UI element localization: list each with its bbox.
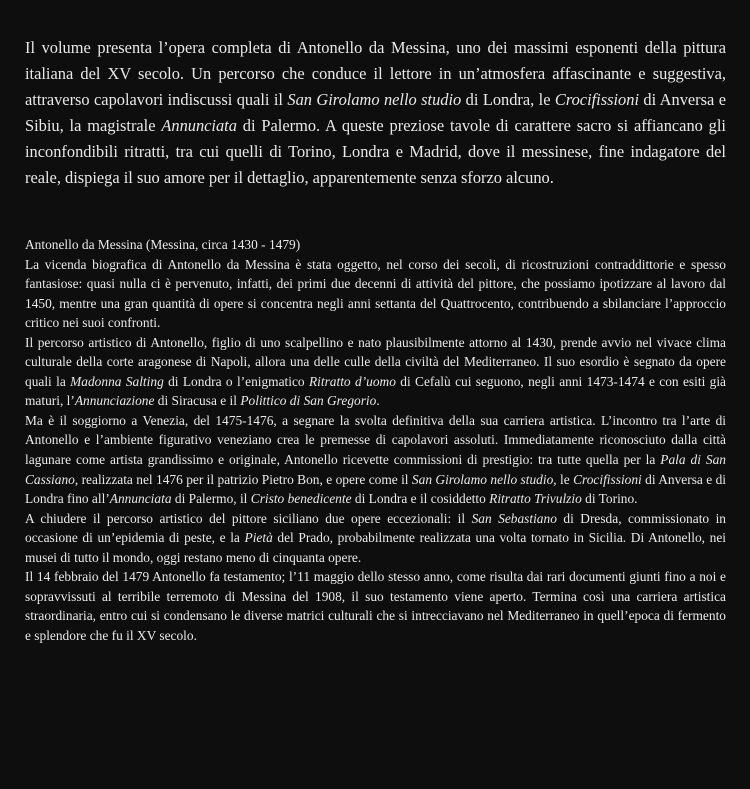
artwork-title: San Sebastiano — [471, 510, 557, 526]
bio-text: , le — [553, 471, 574, 487]
intro-paragraph — [25, 35, 726, 191]
artwork-title: Ritratto d’uomo — [308, 373, 396, 389]
bio-text: del Prado, probabilmente realizzata una volta tornato in Sicilia. Di Antonello, nei musei di tutto il mondo, oggi restano meno di cinquanta opere. — [25, 530, 726, 565]
artwork-title: San Girolamo nello studio — [411, 471, 554, 487]
bio-text: . — [376, 393, 380, 409]
artwork-title: Annunciata — [161, 116, 237, 135]
artwork-title: Annunciazione — [74, 393, 155, 409]
artwork-title: Annunciata — [109, 491, 172, 507]
bio-text: di Palermo, il — [171, 491, 251, 507]
artwork-title: Ritratto Trivulzio — [489, 491, 582, 507]
bio-text: di Dresda, commissionato in occasione di un’epidemia di peste, e la — [25, 510, 726, 546]
bio-text: di Londra e il cosiddetto — [351, 491, 490, 507]
artwork-title: Cristo benedicente — [250, 491, 352, 507]
bio-text: , realizzata nel 1476 per il patrizio Pietro Bon, e opere come il — [74, 471, 412, 487]
bio-text: Ma è il soggiorno a Venezia, del 1475-1476, a segnare la svolta definitiva della sua carriera artistica. L’incontro tra l’arte di Antonello e l’ambiente figurativo veneziano crea le premesse di capolavori assoluti. Immediatamente riconosciuto dalla città lagunare come artista grandissimo e originale, Antonello ricevette commissioni di prestigio: tra tutte quella per la — [25, 412, 726, 468]
artwork-title: Crocifissioni — [573, 471, 642, 487]
artwork-title: Pietà — [244, 530, 273, 546]
artwork-title: Pala di San Cassiano — [25, 452, 726, 487]
bio-text: di Cefalù cui seguono, negli anni 1473-1474 e con esiti già maturi, l’ — [25, 373, 726, 409]
bio-text: di Siracusa e il — [154, 393, 241, 409]
biography-paragraph — [25, 411, 726, 509]
biography-paragraph: Il 14 febbraio del 1479 Antonello fa testamento; l’11 maggio dello stesso anno, come risulta dai rari documenti giunti fino a noi e sopravvissuti al terribile terremoto di Messina del 1908, il suo testamento viene aperto. Termina così una carriera artistica straordinaria, entro cui si condensano le diverse matrici culturali che si intrecciavano nel Mediterraneo in quell’epoca di fermento e splendore che fu il XV secolo. — [25, 569, 726, 643]
intro-text: di Palermo. A queste preziose tavole di carattere sacro si affiancano gli inconfondibili ritratti, tra cui quelli di Torino, Londra e Madrid, dove il messinese, fine indagatore del reale, dispiega il suo amore per il dettaglio, apparentemente senza sforzo alcuno. — [25, 116, 726, 187]
bio-text: Il percorso artistico di Antonello, figlio di uno scalpellino e nato plausibilmente attorno al 1430, prende avvio nel vivace clima culturale della corte aragonese di Napoli, allora una delle culle della civiltà del Mediterraneo. Il suo esordio è segnato da opere quali la — [25, 334, 726, 389]
biography-title: Antonello da Messina (Messina, circa 1430 - 1479) — [25, 237, 301, 252]
artwork-title: Crocifissioni — [554, 90, 639, 109]
biography-section — [25, 235, 726, 645]
intro-text: di Anversa e Sibiu, la magistrale — [25, 90, 726, 135]
biography-paragraph — [25, 509, 726, 568]
bio-text: di Torino. — [581, 491, 638, 507]
artwork-title: San Girolamo nello studio — [287, 90, 462, 109]
intro-text: Il volume presenta l’opera completa di Antonello da Messina, uno dei massimi esponenti della pittura italiana del XV secolo. Un percorso che conduce il lettore in un’atmosfera affascinante e suggestiva, attraverso capolavori indiscussi quali il — [25, 38, 726, 109]
biography-paragraph — [25, 333, 726, 411]
artwork-title: Madonna Salting — [70, 373, 164, 389]
intro-text: di Londra, le — [461, 90, 555, 109]
bio-text: di Anversa e di Londra fino all’ — [25, 471, 726, 507]
bio-text: A chiudere il percorso artistico del pittore siciliano due opere eccezionali: il — [25, 510, 472, 526]
bio-text: di Londra o l’enigmatico — [163, 373, 309, 389]
biography-paragraph: La vicenda biografica di Antonello da Messina è stata oggetto, nel corso dei secoli, di ricostruzioni contraddittorie e spesso fantasiose: quasi nulla ci è pervenuto, infatti, dei primi due decenni di attività del pittore, che possiamo ipotizzare al lavoro dal 1450, mentre una gran quantità di opere si concentra negli anni settanta del Quattrocento, contribuendo a sbilanciare l’approccio critico nei suoi confronti. — [25, 256, 726, 331]
artwork-title: Polittico di San Gregorio — [240, 393, 377, 409]
